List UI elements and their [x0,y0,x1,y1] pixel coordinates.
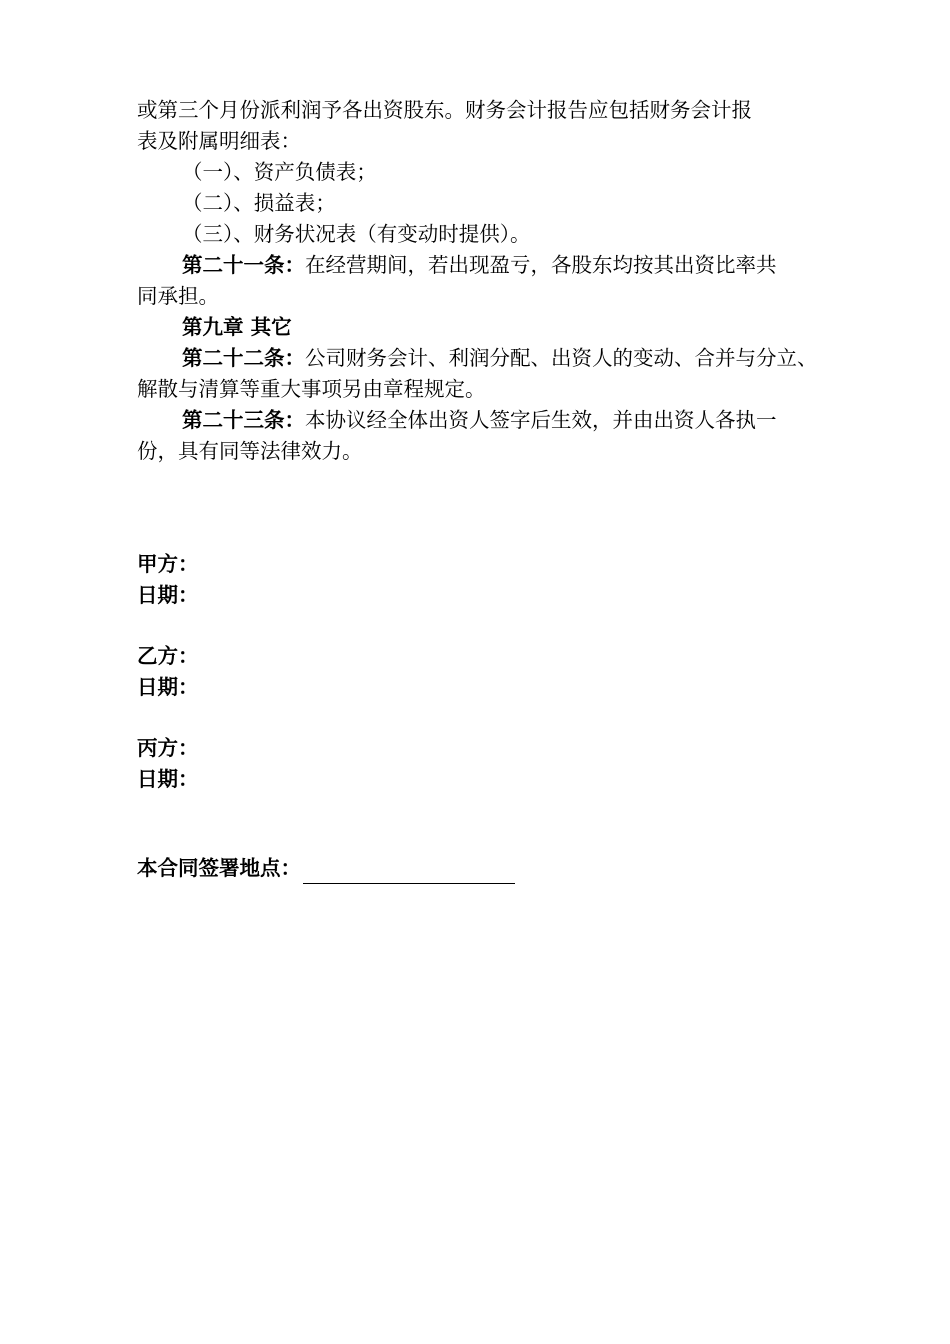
party-a-label: 甲方： [137,552,199,576]
sign-place-row [137,853,827,884]
chapter-9-title: 第九章 其它 [182,315,292,339]
paragraph-line: 表及附属明细表： [137,129,301,153]
party-c-label: 丙方： [137,736,199,760]
article-23 [137,405,827,436]
list-item-income-statement: （二）、损益表； [182,191,336,215]
list-item-balance-sheet: （一）、资产负债表； [182,160,377,184]
article-21-text: 在经营期间，若出现盈亏，各股东均按其出资比率共 [305,253,777,277]
sign-place-blank-line [303,859,515,884]
article-21-heading: 第二十一条： [182,253,305,277]
article-22-heading: 第二十二条： [182,346,305,370]
article-22-text: 公司财务会计、利润分配、出资人的变动、合并与分立、 [305,346,818,370]
article-23-heading: 第二十三条： [182,408,305,432]
party-c-date-label: 日期： [137,767,199,791]
article-23-text: 本协议经全体出资人签字后生效，并由出资人各执一 [305,408,777,432]
paragraph-line: 或第三个月份派利润予各出资股东。财务会计报告应包括财务会计报 [137,98,752,122]
document-body [137,95,827,884]
spacer [137,611,827,641]
party-b-label: 乙方： [137,644,199,668]
spacer [137,519,827,549]
article-22-continued: 解散与清算等重大事项另由章程规定。 [137,377,486,401]
spacer [137,795,827,853]
article-23-continued: 份，具有同等法律效力。 [137,439,363,463]
sign-place-label: 本合同签署地点： [137,856,301,880]
list-item-financial-position: （三）、财务状况表（有变动时提供）。 [182,222,531,246]
article-21 [137,250,827,281]
party-b-date-label: 日期： [137,675,199,699]
spacer [137,703,827,733]
article-22 [137,343,827,374]
article-21-continued: 同承担。 [137,284,219,308]
spacer [137,467,827,519]
party-a-date-label: 日期： [137,583,199,607]
